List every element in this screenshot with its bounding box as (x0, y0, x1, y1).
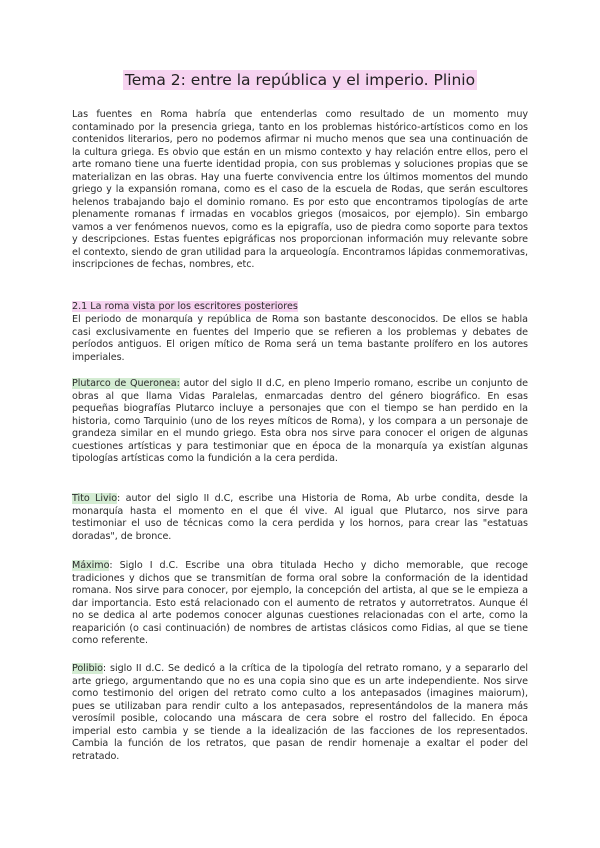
author-paragraph-polibio (72, 663, 528, 763)
page-title: Tema 2: entre la república y el imperio. Plinio (124, 71, 476, 89)
author-name-plutarco: Plutarco de Queronea: (72, 378, 180, 389)
author-text-plutarco: autor del siglo II d.C, en pleno Imperio romano, escribe un conjunto de obras al que llama Vidas Paralelas, enmarcadas dentro del género biográfico. En esas pequeñas biografías Plutarco incluye a personajes que con el tiempo se han perdido en la historia, como Tarquinio (uno de los reyes míticos de Roma), y los compara a un personaje de grandeza similar en el mundo griego. Esta obra nos sirve para conocer el origen de algunas cuestiones artísticas y para testimoniar que en época de la monarquía ya existían algunas tipologías artísticas como la fundición a la cera perdida. (72, 378, 528, 464)
section-heading-wrap (72, 301, 528, 314)
author-text-livio: : autor del siglo II d.C, escribe una Historia de Roma, Ab urbe condita, desde la monarquía hasta el momento en el que él vive. Al igual que Plutarco, nos sirve para testimoniar el uso de técnicas como la cera perdida y los hornos, para crear las "estatuas doradas", de bronce. (72, 493, 528, 542)
author-paragraph-livio (72, 493, 528, 543)
section-heading: 2.1 La roma vista por los escritores posteriores (72, 301, 298, 312)
title-wrap (0, 70, 600, 90)
author-name-polibio: Polibio (72, 663, 103, 674)
author-name-livio: Tito Livio (72, 493, 118, 504)
author-text-polibio: : siglo II d.C. Se dedicó a la crítica de la tipología del retrato romano, y a separarlo del arte griego, argumentando que no es una copia sino que es un arte independiente. Nos sirve como testimonio del origen del retrato como culto a los antepasados (imagines maiorum), pues se utilizaban para rendir culto a los antepasados, representándolos de la manera más verosímil posible, colocando una máscara de cera sobre el rostro del fallecido. En época imperial esto cambia y se tiende a la idealización de las facciones de los representados. Cambia la función de los retratos, que pasan de rendir homenaje a exaltar el poder del retratado. (72, 663, 528, 762)
section-paragraph: El periodo de monarquía y república de Roma son bastante desconocidos. De ellos se habla casi exclusivamente en fuentes del Imperio que se refieren a los problemas y debates de períodos antiguos. El origen mítico de Roma será un tema bastante prolífero en los autores imperiales. (72, 314, 528, 363)
author-paragraph-maximo (72, 560, 528, 648)
author-name-maximo: Máximo (72, 560, 110, 571)
intro-paragraph: Las fuentes en Roma habría que entenderlas como resultado de un momento muy contaminado por la presencia griega, tanto en los problemas histórico-artísticos como en los contenidos literarios, pero no podemos afirmar ni mucho menos que sea una continuación de la cultura griega. Es obvio que están en un mismo contexto y hay relación entre ellos, pero el arte romano tiene una fuerte identidad propia, con sus problemas y soluciones propias que se materializan en las obras. Hay una fuerte convivencia entre los últimos momentos del mundo griego y la expansión romana, como es el caso de la escuela de Rodas, que serán escultores helenos trabajando bajo el dominio romano. Es por esto que encontramos tipologías de arte plenamente romanas f irmadas en vocablos griegos (mosaicos, por ejemplo). Sin embargo vamos a ver fenómenos nuevos, como es la epigrafía, uso de piedra como soporte para textos y descripciones. Estas fuentes epigráficas nos proporcionan información muy relevante sobre el contexto, siendo de gran utilidad para la arqueología. Encontramos lápidas conmemorativas, inscripciones de fechas, nombres, etc. (72, 109, 528, 270)
author-text-maximo: : Siglo I d.C. Escribe una obra titulada Hecho y dicho memorable, que recoge tradiciones y dichos que se transmitían de forma oral sobre la conformación de la identidad romana. Nos sirve para conocer, por ejemplo, la concepción del artista, al que se le empieza a dar importancia. Esto está relacionado con el aumento de retratos y autorretratos. Aunque él no se dedica al arte podemos conocer algunas cuestiones relacionadas con el arte, como la reaparición (o casi continuación) de nombres de artistas clásicos como Fidias, al que se tiene como referente. (72, 560, 528, 646)
author-paragraph-plutarco (72, 378, 528, 466)
